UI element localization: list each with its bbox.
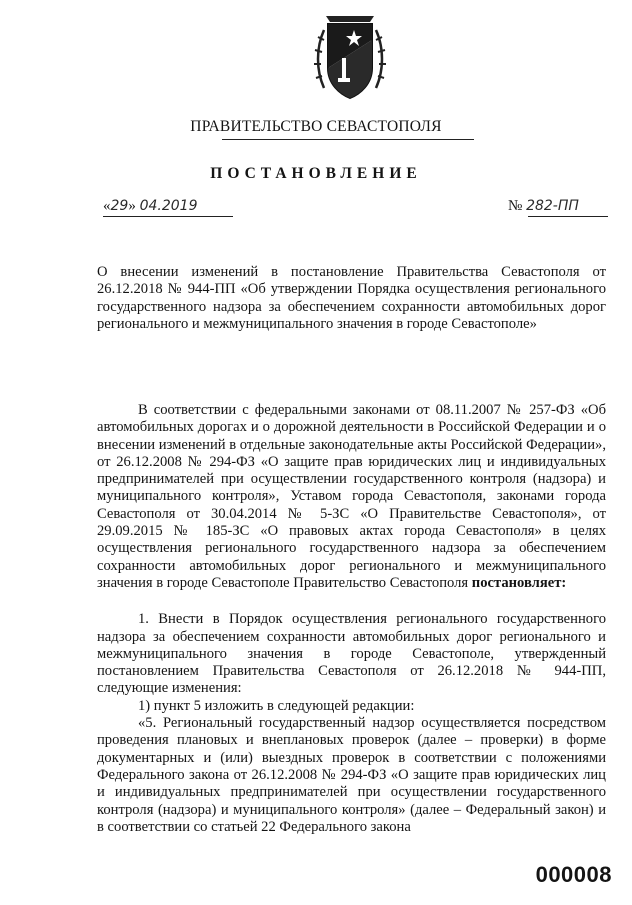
date-underline: [103, 216, 233, 217]
date-open-quote: «: [103, 198, 111, 214]
preamble-paragraph: [97, 402, 606, 592]
sevastopol-coat-of-arms-emblem: [312, 10, 388, 106]
government-title: ПРАВИТЕЛЬСТВО СЕВАСТОПОЛЯ: [190, 118, 442, 135]
page-code-number: 000008: [535, 862, 612, 887]
document-number: [508, 198, 618, 215]
item-1-paragraph: 1. Внести в Порядок осуществления регионального государственного надзора за обеспечением сохранности автомобильных дорог регионального и межмуниципального значения в городе Севастополе, утвержденный постановлением Правительства Севастополя от 26.12.2018 № 944-ПП, следующие изменения:: [97, 611, 606, 697]
document-body: [97, 402, 606, 836]
preamble-text: В соответствии с федеральными законами от 08.11.2007 № 257-ФЗ «Об автомобильных дорогах и о дорожной деятельности в Российской Федерации и о внесении изменений в отдельные законодательные акты Российской Федерации», от 26.12.2008 № 294-ФЗ «О защите прав юридических лиц и индивидуальных предпринимателей при осуществлении государственного контроля (надзора) и муниципального контроля», Уставом города Севастополя, законами города Севастополя от 30.04.2014 № 5-ЗС «О Правительстве Севастополя», от 29.09.2015 № 185-ЗС «О правовых актах города Севастополя» в целях осуществления регионального государственного надзора за обеспечением сохранности автомобильных дорог регионального и межмуниципального значения в городе Севастополе Правительство Севастополя: [97, 402, 606, 591]
title-divider: [222, 139, 474, 140]
document-date: [103, 198, 233, 215]
quoted-paragraph: «5. Региональный государственный надзор осуществляется посредством проведения плановых и внеплановых проверок (далее – проверки) в форме документарных и (или) выездных проверок в соответствии с положениями Федерального закона от 26.12.2008 № 294-ФЗ «О защите прав юридических лиц и индивидуальных предпринимателей при осуществлении государственного контроля (надзора) и муниципального контроля» (далее – Федеральный закон) и в соответствии со статьей 22 Федерального закона: [97, 715, 606, 835]
number-value: 282-ПП: [526, 198, 579, 214]
item-1-1-paragraph: 1) пункт 5 изложить в следующей редакции:: [138, 697, 415, 714]
date-day: 29: [110, 198, 129, 214]
number-label: №: [508, 198, 523, 214]
decree-word: постановляет:: [471, 574, 567, 591]
date-close-quote: »: [128, 198, 136, 214]
date-month-year: 04.2019: [139, 198, 198, 214]
number-underline: [528, 216, 608, 217]
document-subject: О внесении изменений в постановление Правительства Севастополя от 26.12.2018 № 944-ПП «Об утверждении Порядка осуществления регионального государственного надзора за обеспечением сохранности автомобильных дорог регионального и межмуниципального значения в городе Севастополе»: [97, 264, 606, 333]
document-type: ПОСТАНОВЛЕНИЕ: [210, 165, 422, 182]
